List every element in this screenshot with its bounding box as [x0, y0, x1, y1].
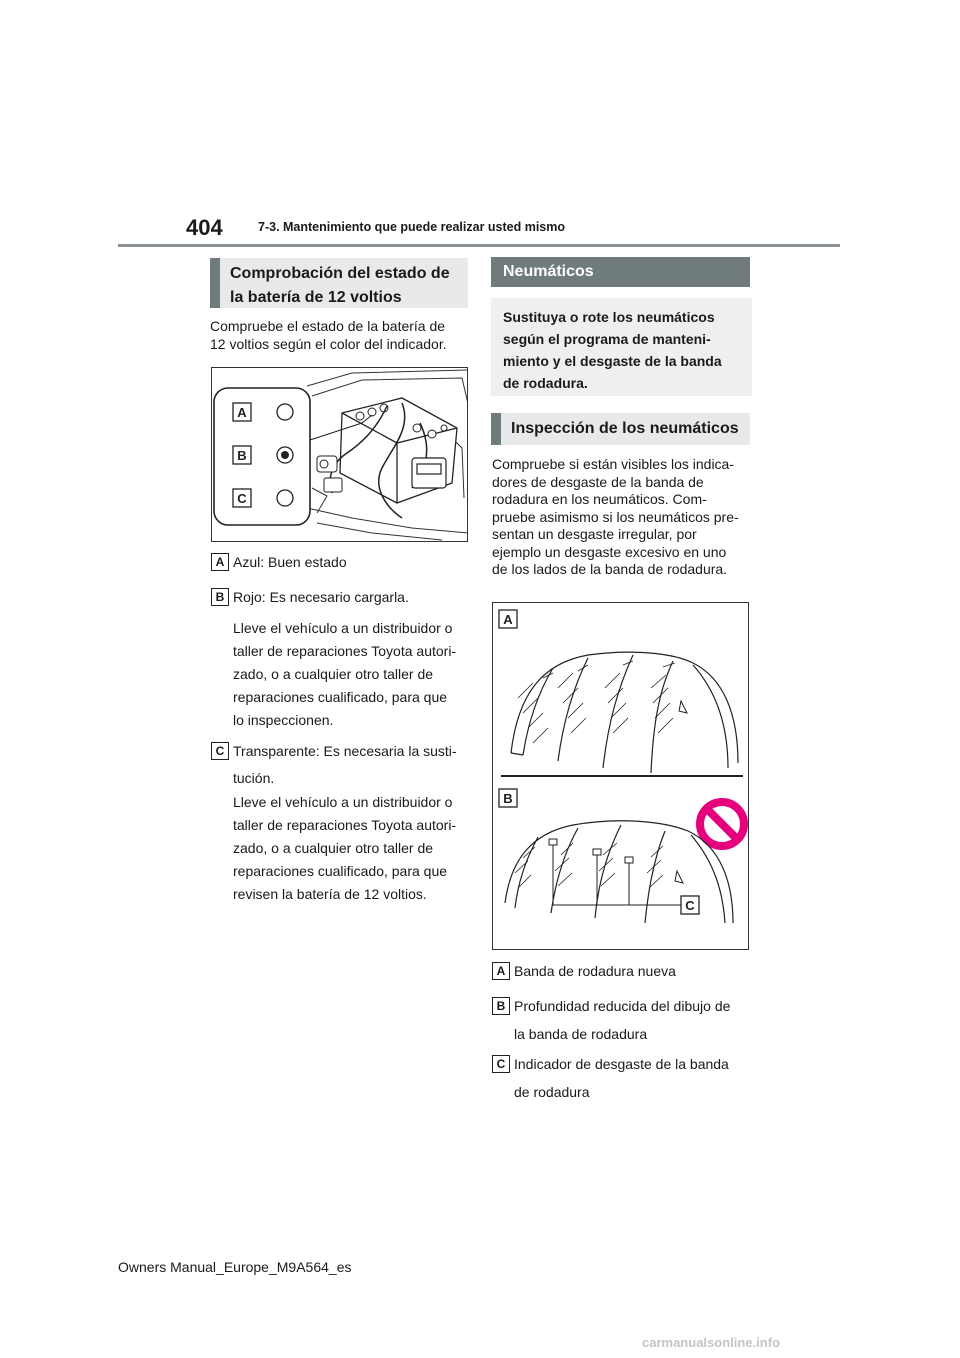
tire-figure-label-b: B	[503, 791, 513, 806]
item-line: Azul: Buen estado	[233, 554, 347, 570]
badge-c: C	[211, 742, 229, 760]
figure-label-c: C	[237, 491, 247, 506]
page-number: 404	[186, 215, 223, 240]
watermark: carmanualsonline.info	[642, 1335, 780, 1350]
badge-b: B	[492, 997, 510, 1015]
para-line: pruebe asimismo si los neumáticos pre-	[492, 508, 739, 525]
header-rule	[118, 244, 840, 247]
battery-heading-text: Comprobación del estado de la batería de 12 voltios	[230, 265, 450, 306]
item-line: Lleve el vehículo a un distribuidor o	[233, 794, 453, 810]
badge-b: B	[211, 588, 229, 606]
para-line: dores de desgaste de la banda de	[492, 473, 704, 490]
item-line: Transparente: Es necesaria la susti-	[233, 743, 457, 759]
item-line: zado, o a cualquier otro taller de	[233, 840, 434, 856]
figure-label-a: A	[237, 405, 247, 420]
info-line: de rodadura.	[503, 375, 588, 391]
para-line: ejemplo un desgaste excesivo en uno	[492, 543, 727, 560]
tire-figure-label-a: A	[503, 612, 513, 627]
item-line: lo inspeccionen.	[233, 712, 334, 728]
item-line: Indicador de desgaste de la banda	[514, 1056, 729, 1072]
tires-info-box	[491, 298, 752, 396]
para-line: sentan un desgaste irregular, por	[492, 526, 697, 542]
battery-illustration	[212, 368, 468, 542]
tire-inspection-heading-text: Inspección de los neumáticos	[511, 420, 739, 437]
info-line: miento y el desgaste de la banda	[503, 353, 722, 369]
item-line: reparaciones cualificado, para que	[233, 863, 448, 879]
item-line: revisen la batería de 12 voltios.	[233, 886, 427, 902]
item-line: Rojo: Es necesario cargarla.	[233, 589, 409, 605]
item-line: Profundidad reducida del dibujo de	[514, 998, 731, 1014]
tires-heading-text: Neumáticos	[503, 263, 594, 280]
item-line: la banda de rodadura	[514, 1026, 648, 1042]
badge-a: A	[211, 553, 229, 571]
item-line: reparaciones cualificado, para que	[233, 689, 448, 705]
tires-heading	[491, 257, 750, 287]
tire-inspection-para	[492, 456, 754, 579]
item-line: de rodadura	[514, 1084, 590, 1100]
figure-label-b: B	[237, 448, 247, 463]
item-line: Banda de rodadura nueva	[514, 963, 676, 979]
item-line: zado, o a cualquier otro taller de	[233, 666, 434, 682]
tire-figure-label-c: C	[685, 898, 695, 913]
footer-text: Owners Manual_Europe_M9A564_es	[118, 1259, 352, 1275]
tire-figure	[492, 602, 749, 950]
badge-c: C	[492, 1055, 510, 1073]
battery-intro-line: Compruebe el estado de la batería de	[210, 318, 446, 334]
info-line: Sustituya o rote los neumáticos	[503, 309, 715, 325]
item-line: taller de reparaciones Toyota autori-	[233, 643, 457, 659]
para-line: de los lados de la banda de rodadura.	[492, 561, 728, 577]
item-line: Lleve el vehículo a un distribuidor o	[233, 620, 453, 636]
battery-intro-line: 12 voltios según el color del indicador.	[210, 335, 447, 352]
tire-inspection-heading	[491, 413, 750, 445]
item-line: tución.	[233, 770, 275, 786]
badge-a: A	[492, 962, 510, 980]
item-line: taller de reparaciones Toyota autori-	[233, 817, 457, 833]
tire-illustration	[493, 603, 749, 950]
battery-heading	[210, 258, 468, 308]
battery-intro	[210, 318, 447, 353]
battery-figure	[211, 367, 468, 542]
section-title: 7-3. Mantenimiento que puede realizar usted mismo	[258, 220, 566, 234]
para-line: Compruebe si están visibles los indica-	[492, 456, 734, 472]
info-line: según el programa de manteni-	[503, 331, 711, 347]
para-line: rodadura en los neumáticos. Com-	[492, 491, 707, 507]
